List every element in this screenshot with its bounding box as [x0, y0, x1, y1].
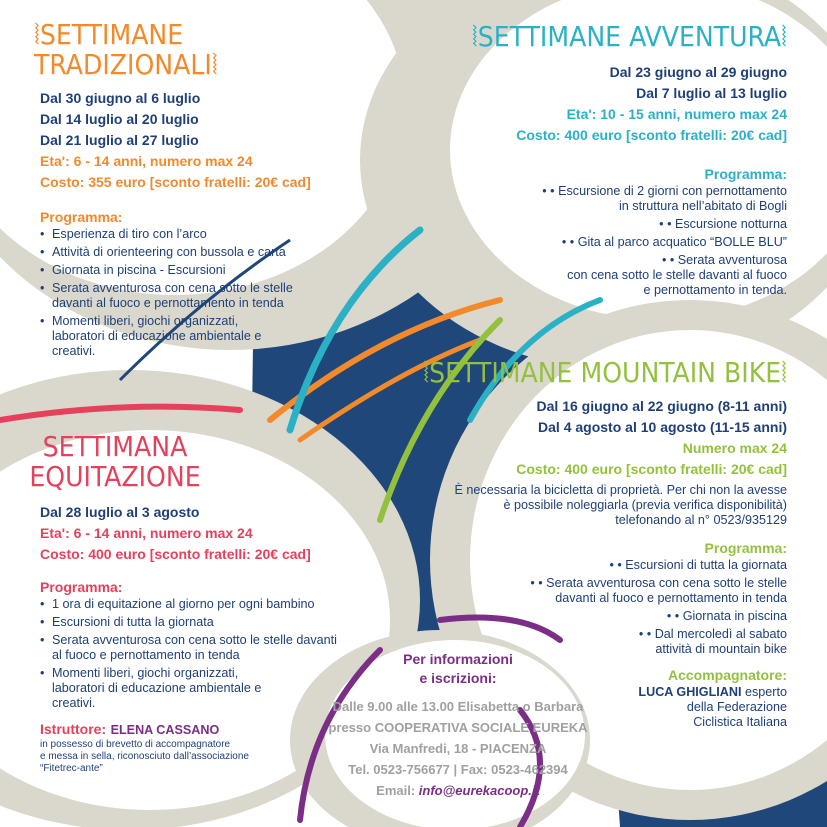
list-item-line: Dal mercoledì al sabato [654, 627, 787, 641]
list-item: • • Serata avventurosa con cena sotto le stelle davanti al fuoco e pernottamento in tenda [387, 576, 787, 606]
list-item-line: davanti al fuoco e pernottamento in tenda [555, 591, 787, 605]
email-link[interactable]: info@eurekacoop.it [418, 783, 540, 798]
programma-list [40, 597, 340, 711]
date-2: Dal 7 luglio al 13 luglio [636, 85, 787, 101]
list-item-line: Gita al parco acquatico “BOLLE BLU” [577, 235, 787, 249]
title-deco-left: ⦚ [34, 18, 40, 51]
list-item: • • Serata avventurosa con cena sotto le stelle davanti al fuoco e pernottamento in tenda. [427, 253, 787, 298]
date-1: Dal 16 giugno al 22 giugno (8-11 anni) [536, 398, 787, 414]
title-deco-right: ⦚ [211, 48, 218, 81]
list-item: • Momenti liberi, giochi organizzati, laboratori di educazione ambientale e creativi. [40, 666, 292, 711]
programma-label: Programma: [40, 579, 123, 595]
costo: Costo: 355 euro [sconto fratelli: 20€ cad] [40, 174, 311, 190]
list-item: • Momenti liberi, giochi organizzati, laboratori di educazione ambientale e creativi. [40, 314, 282, 359]
list-item: • Serata avventurosa con cena sotto le stelle davanti al fuoco e pernottamento in tenda [40, 633, 337, 663]
date-1: Dal 28 luglio al 3 agosto [40, 504, 200, 520]
list-item: • Esperienza di tiro con l’arco [40, 227, 330, 242]
list-item: • • Escursione di 2 giorni con pernottamento in struttura nell’abitato di Bogli [427, 184, 787, 214]
note [387, 483, 787, 528]
title-equitazione-line: EQUITAZIONE [29, 460, 201, 493]
programma-list [40, 227, 330, 359]
info-presso: presso COOPERATIVA SOCIALE EUREKA [328, 720, 588, 735]
info-title: e iscrizioni: [419, 670, 497, 686]
list-item: • • Escursioni di tutta la giornata [387, 558, 787, 573]
list-item: • Giornata in piscina - Escursioni [40, 263, 330, 278]
title-mountain-bike-text: SETTIMANE MOUNTAIN BIKE [429, 356, 782, 389]
date-2: Dal 4 agosto al 10 agosto (11-15 anni) [538, 419, 787, 435]
note-line: è possibile noleggiarla (previa verifica disponibilità) [503, 498, 787, 512]
istruttore-nome: ELENA CASSANO [110, 723, 220, 737]
istruttore [40, 719, 340, 775]
note-line: telefonando al n° 0523/935129 [615, 513, 787, 527]
title-tradizionali [34, 20, 354, 80]
programma-label: Programma: [704, 166, 787, 182]
title-avventura [427, 22, 787, 52]
programma-list [427, 184, 787, 298]
email-label: Email: [376, 783, 416, 798]
section-equitazione [29, 430, 340, 775]
programma-label: Programma: [704, 540, 787, 556]
list-item-line: Serata avventurosa con cena sotto le stelle [546, 576, 787, 590]
list-item-line: attività di mountain bike [655, 642, 787, 656]
costo: Costo: 400 euro [sconto fratelli: 20€ cad] [516, 127, 787, 143]
list-item-line: in struttura nell’abitato di Bogli [618, 199, 787, 213]
istruttore-desc: “Fitetrec-ante” [40, 763, 103, 774]
accompagnatore-desc: Ciclistica Italiana [693, 715, 787, 729]
list-item-line: Escursione di 2 giorni con pernottamento [558, 184, 787, 198]
list-item-line: Escursioni di tutta la giornata [625, 558, 787, 572]
programma-list [387, 558, 787, 657]
eta: Eta': 10 - 15 anni, numero max 24 [566, 106, 787, 122]
list-item-line: Serata avventurosa [677, 253, 787, 267]
eta: Eta': 6 - 14 anni, numero max 24 [40, 153, 253, 169]
section-avventura [427, 22, 787, 301]
accompagnatore-label: Accompagnatore: [667, 667, 787, 683]
costo: Costo: 400 euro [sconto fratelli: 20€ cad] [40, 546, 311, 562]
istruttore-desc: e messa in sella, riconosciuto dall’associazione [40, 751, 249, 762]
accompagnatore-desc: esperto [744, 685, 787, 699]
istruttore-label: Istruttore: [40, 721, 107, 737]
title-mountain-bike [387, 358, 787, 388]
note-line: È necessaria la bicicletta di proprietà. Per chi non la avesse [454, 483, 787, 497]
accompagnatore-desc: della Federazione [686, 700, 787, 714]
info-block [318, 650, 598, 801]
date-3: Dal 21 luglio al 27 luglio [40, 132, 199, 148]
date-1: Dal 30 giugno al 6 luglio [40, 90, 201, 106]
list-item: • • Giornata in piscina [387, 609, 787, 624]
list-item: • • Dal mercoledì al sabato attività di mountain bike [387, 627, 787, 657]
list-item: • Escursioni di tutta la giornata [40, 615, 340, 630]
section-tradizionali [34, 18, 360, 362]
list-item-line: con cena sotto le stelle davanti al fuoco [567, 268, 787, 282]
title-avventura-text: SETTIMANE AVVENTURA [477, 20, 782, 53]
info-indirizzo: Via Manfredi, 18 - PIACENZA [369, 741, 547, 756]
title-deco-left: ⦚ [471, 20, 478, 53]
list-item: • • Escursione notturna [427, 217, 787, 232]
istruttore-desc: in possesso di brevetto di accompagnatore [40, 739, 231, 750]
list-item: • 1 ora di equitazione al giorno per ogni bambino [40, 597, 340, 612]
list-item: • Serata avventurosa con cena sotto le stelle davanti al fuoco e pernottamento in tenda [40, 281, 322, 311]
title-equitazione-line: SETTIMANA [42, 430, 188, 463]
info-orari: Dalle 9.00 alle 13.00 Elisabetta o Barbara [332, 699, 584, 714]
info-email [318, 780, 598, 801]
list-item: • Attività di orienteering con bussola e carta [40, 245, 330, 260]
numero-max: Numero max 24 [682, 440, 787, 456]
title-deco-right: ⦚ [781, 20, 787, 53]
list-item: • • Gita al parco acquatico “BOLLE BLU” [427, 235, 787, 250]
accompagnatore-nome: LUCA GHIGLIANI [638, 685, 742, 699]
list-item-line: Giornata in piscina [682, 609, 787, 623]
title-tradizionali-text: SETTIMANE TRADIZIONALI [34, 18, 212, 81]
date-1: Dal 23 giugno al 29 giugno [609, 64, 787, 80]
title-deco-right: ⦚ [781, 356, 787, 389]
title-equitazione [20, 432, 210, 492]
programma-label: Programma: [40, 209, 123, 225]
list-item-line: e pernottamento in tenda. [643, 283, 787, 297]
eta: Eta': 6 - 14 anni, numero max 24 [40, 525, 253, 541]
costo: Costo: 400 euro [sconto fratelli: 20€ cad] [516, 461, 787, 477]
info-telefono: Tel. 0523-756677 | Fax: 0523-462394 [348, 762, 568, 777]
info-title: Per informazioni [403, 651, 513, 667]
list-item-line: Escursione notturna [674, 217, 787, 231]
title-deco-left: ⦚ [423, 356, 430, 389]
date-2: Dal 14 luglio al 20 luglio [40, 111, 199, 127]
